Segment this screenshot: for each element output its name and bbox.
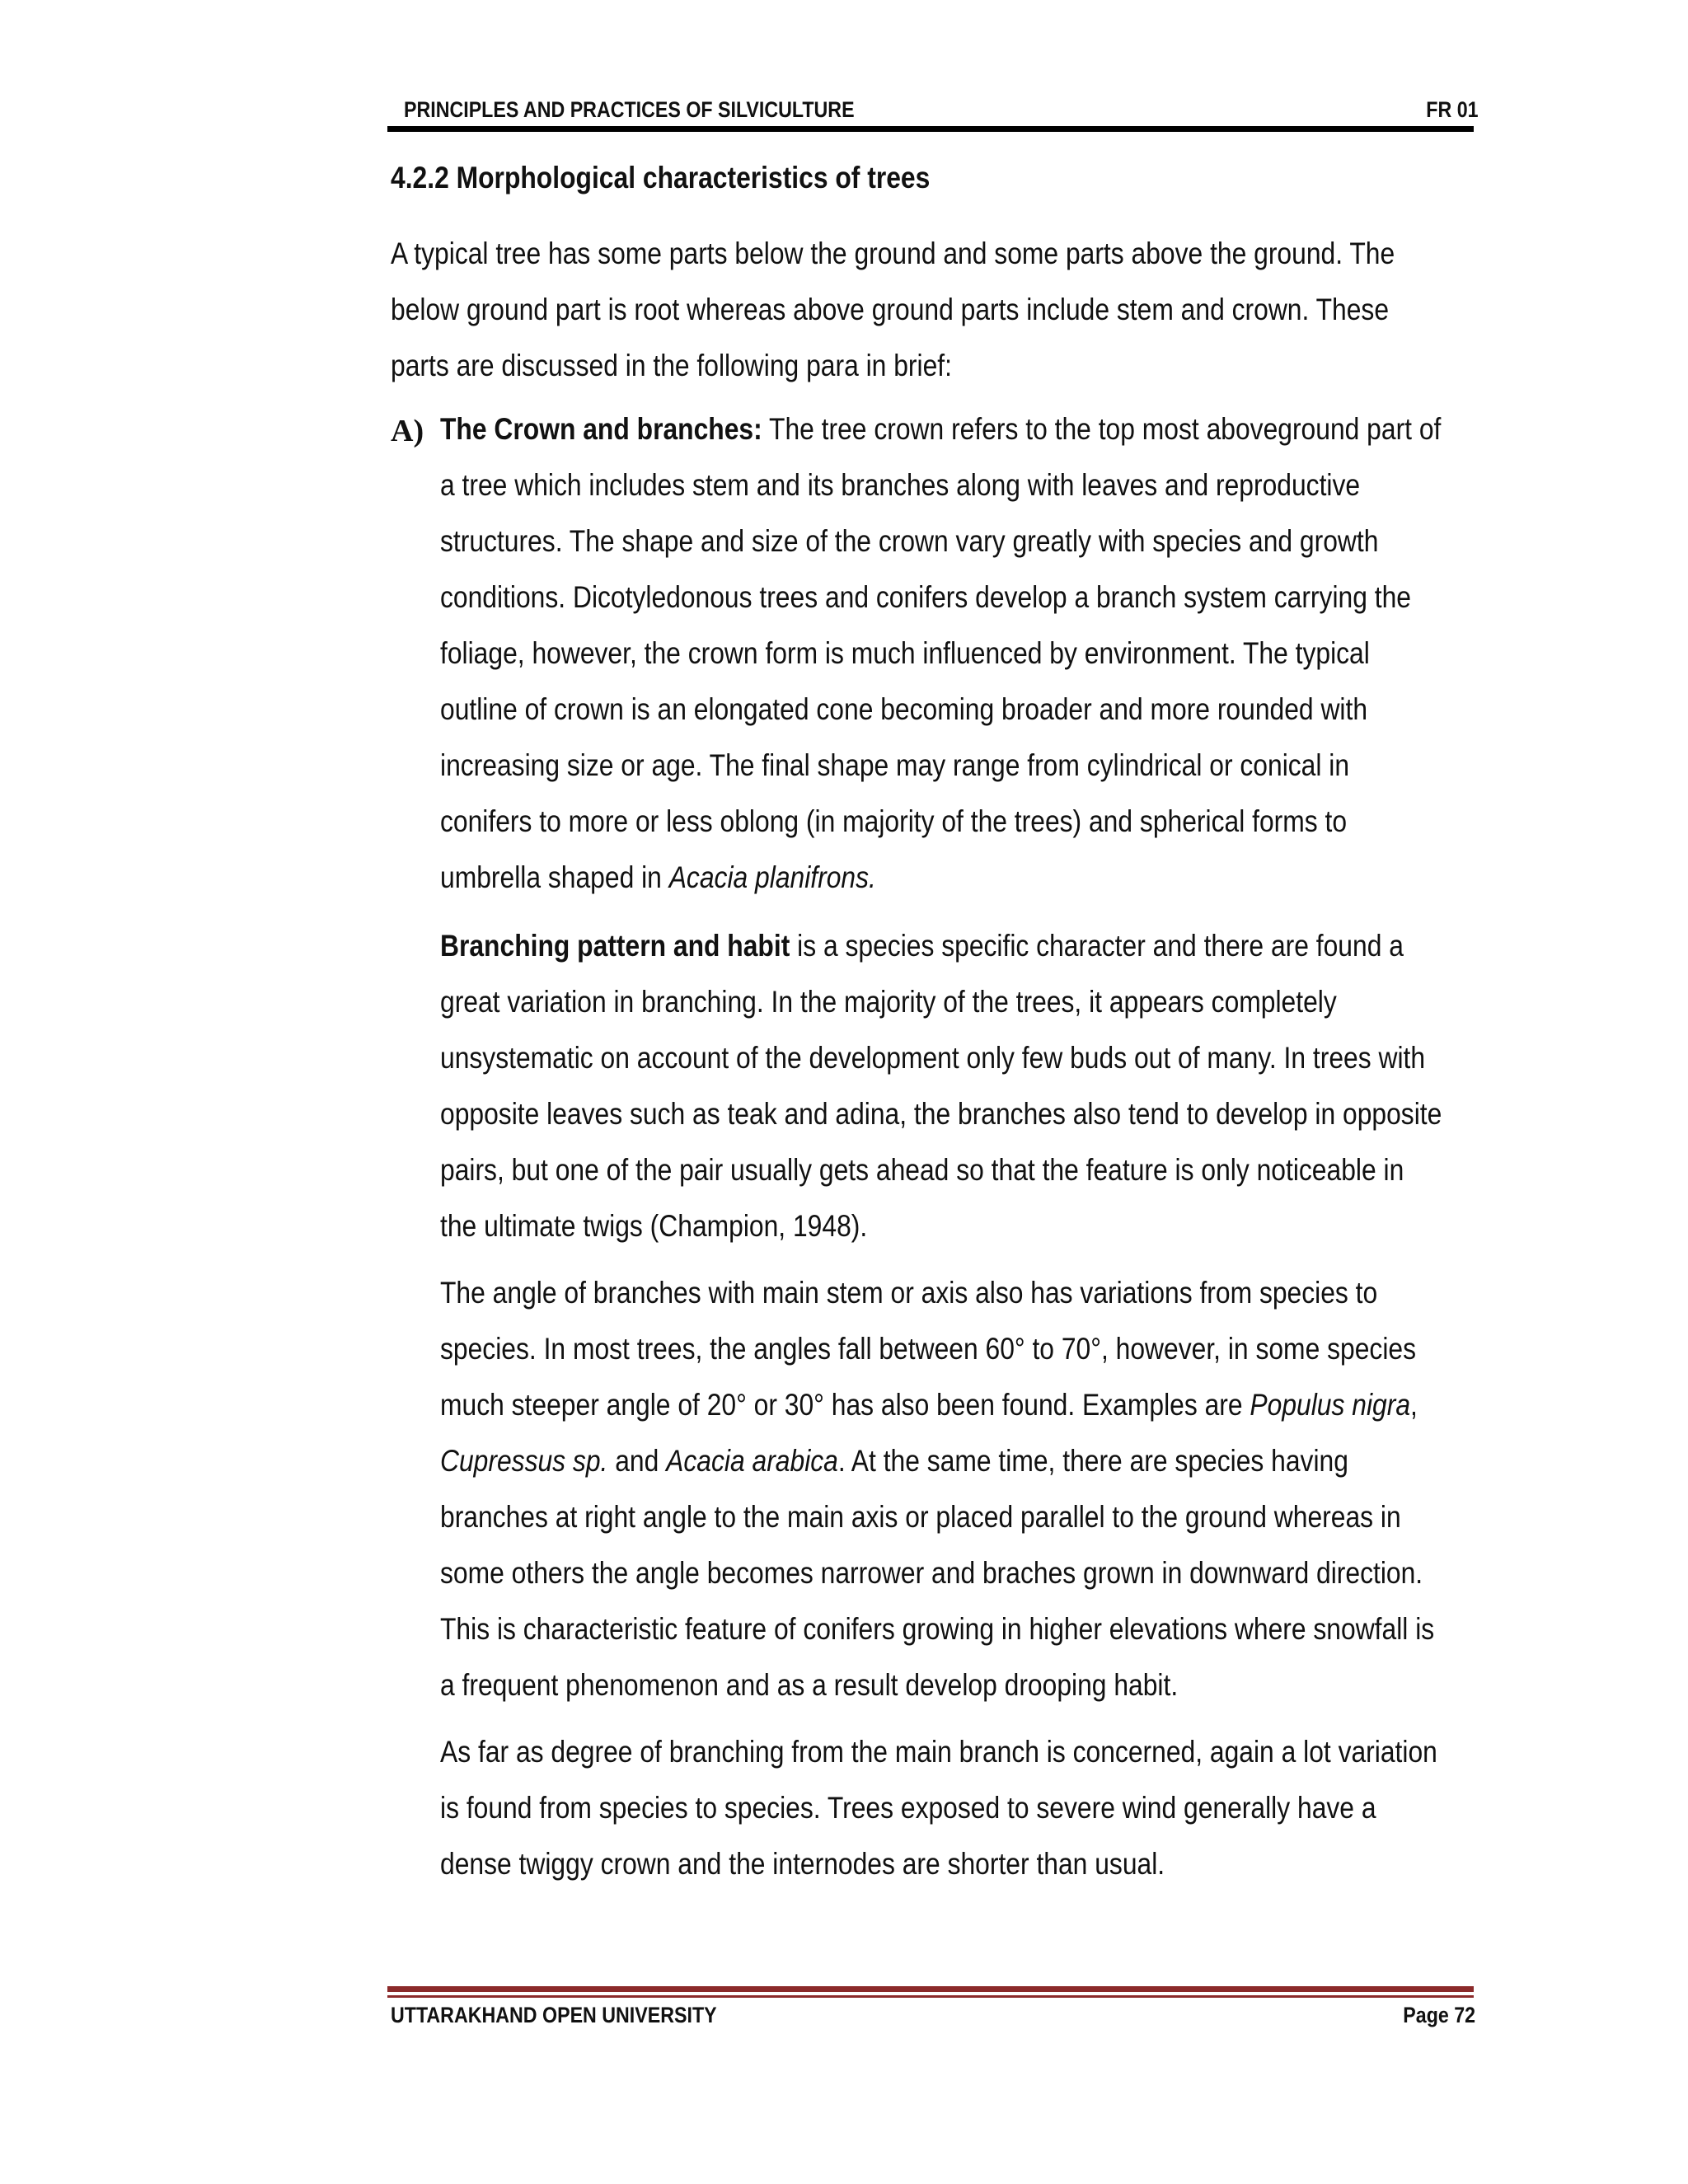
species-name: Acacia arabica — [666, 1444, 838, 1478]
angle-line — [440, 1377, 1434, 1433]
crown-line: a tree which includes stem and its branches along with leaves and reproductive — [440, 468, 1361, 502]
angle-line: This is characteristic feature of conifers growing in higher elevations where snowfall is — [440, 1612, 1435, 1646]
crown-line: conditions. Dicotyledonous trees and conifers develop a branch system carrying the — [440, 580, 1411, 614]
angle-line — [440, 1433, 1434, 1489]
branching-line: opposite leaves such as teak and adina, the branches also tend to develop in opposite — [440, 1097, 1442, 1131]
crown-line — [440, 850, 1441, 906]
intro-paragraph — [391, 226, 1558, 394]
list-marker-a: A) — [391, 414, 424, 448]
crown-line: increasing size or age. The final shape may range from cylindrical or conical in — [440, 748, 1350, 782]
angle-line: species. In most trees, the angles fall between 60° to 70°, however, in some species — [440, 1332, 1416, 1366]
branching-line: great variation in branching. In the majority of the trees, it appears completely — [440, 985, 1337, 1019]
page-number: Page 72 — [1403, 2003, 1475, 2027]
crown-line-text: The tree crown refers to the top most aboveground part of — [762, 412, 1442, 446]
angle-line: a frequent phenomenon and as a result develop drooping habit. — [440, 1668, 1179, 1702]
degree-line: As far as degree of branching from the main branch is concerned, again a lot variation — [440, 1735, 1437, 1769]
footer-university: UTTARAKHAND OPEN UNIVERSITY — [391, 2003, 717, 2027]
intro-line: below ground part is root whereas above ground parts include stem and crown. These — [391, 293, 1390, 326]
angle-line: branches at right angle to the main axis or placed parallel to the ground whereas in — [440, 1500, 1401, 1534]
angle-line-text: much steeper angle of 20° or 30° has also been found. Examples are — [440, 1388, 1250, 1422]
species-name: Populus nigra — [1250, 1388, 1411, 1422]
degree-line: dense twiggy crown and the internodes are shorter than usual. — [440, 1847, 1165, 1881]
branching-line: the ultimate twigs (Champion, 1948). — [440, 1209, 868, 1243]
branching-title: Branching pattern and habit — [440, 929, 790, 963]
branching-line-text: is a species specific character and there are found a — [790, 929, 1404, 963]
section-heading: 4.2.2 Morphological characteristics of trees — [391, 161, 931, 194]
species-name: Acacia planifrons. — [668, 860, 876, 894]
running-header-title: PRINCIPLES AND PRACTICES OF SILVICULTURE — [404, 97, 855, 122]
branching-line: pairs, but one of the pair usually gets ahead so that the feature is only noticeable in — [440, 1153, 1404, 1187]
intro-line: A typical tree has some parts below the ground and some parts above the ground. The — [391, 237, 1395, 270]
angle-paragraph — [440, 1265, 1597, 1713]
branching-line — [440, 918, 1442, 974]
crown-title: The Crown and branches: — [440, 412, 762, 446]
crown-line: foliage, however, the crown form is much influenced by environment. The typical — [440, 636, 1370, 670]
angle-line-text: and — [607, 1444, 667, 1478]
footer-rule — [387, 1986, 1474, 1992]
crown-line-text: umbrella shaped in — [440, 860, 669, 894]
species-name: Cupressus sp. — [440, 1444, 608, 1478]
angle-line: some others the angle becomes narrower and braches grown in downward direction. — [440, 1556, 1423, 1590]
angle-line-text: , — [1410, 1388, 1418, 1422]
angle-line-text: . At the same time, there are species having — [837, 1444, 1348, 1478]
footer-rule-thin — [387, 1995, 1474, 1998]
crown-paragraph — [440, 401, 1604, 906]
intro-line: parts are discussed in the following para in brief: — [391, 349, 952, 382]
running-header-code: FR 01 — [1426, 97, 1479, 122]
crown-line: conifers to more or less oblong (in majority of the trees) and spherical forms to — [440, 804, 1348, 838]
crown-line: outline of crown is an elongated cone becoming broader and more rounded with — [440, 692, 1368, 726]
degree-paragraph — [440, 1724, 1600, 1892]
header-rule — [387, 126, 1474, 132]
degree-line: is found from species to species. Trees exposed to severe wind generally have a — [440, 1791, 1376, 1825]
angle-line: The angle of branches with main stem or axis also has variations from species to — [440, 1276, 1378, 1310]
crown-line: structures. The shape and size of the crown vary greatly with species and growth — [440, 524, 1379, 558]
crown-line — [440, 401, 1441, 457]
branching-line: unsystematic on account of the development only few buds out of many. In trees with — [440, 1041, 1426, 1075]
branching-paragraph — [440, 918, 1605, 1254]
